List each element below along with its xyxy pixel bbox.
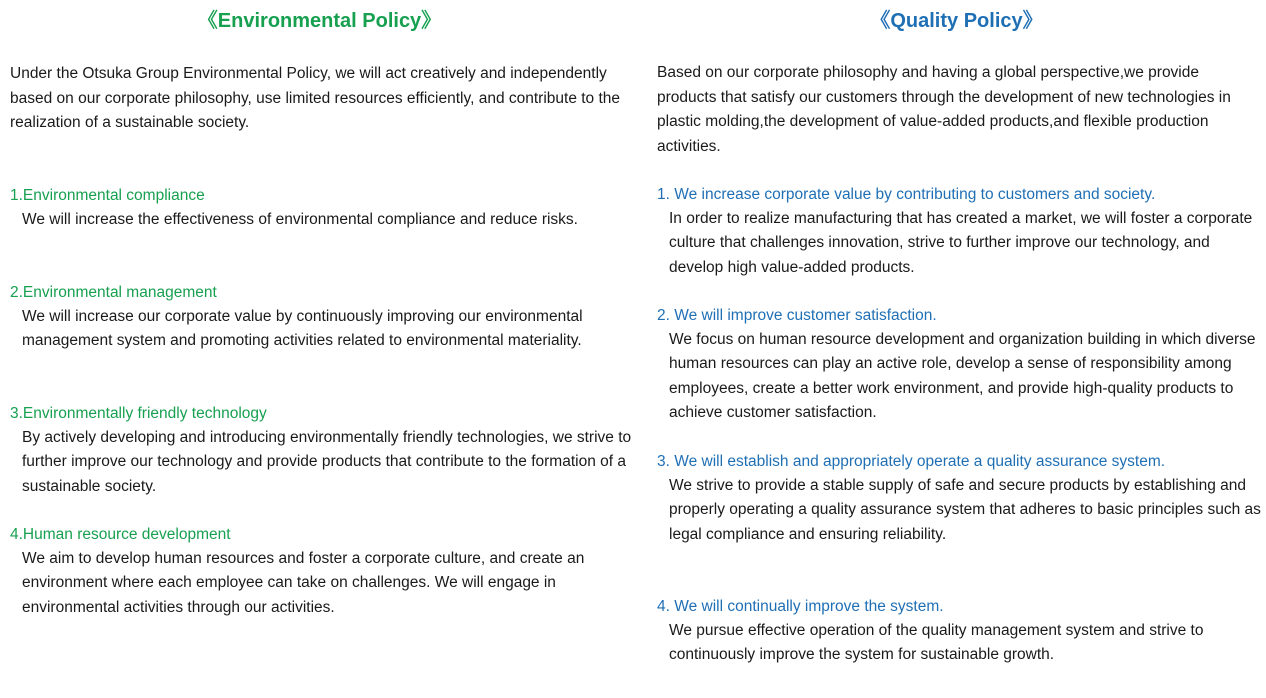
quality-item-body: We pursue effective operation of the quality management system and strive to continuously improve the system for sustainable growth. (669, 622, 1204, 664)
environmental-policy-intro: Under the Otsuka Group Environmental Policy, we will act creatively and independently based on our corporate philosophy, use limited resources efficiently, and contribute to the realization of a sustainable society. (10, 65, 621, 131)
quality-policy-intro: Based on our corporate philosophy and having a global perspective,we provide products that satisfy our customers through the development of new technologies in plastic molding,the development of value-added products,and flexible production activities. (657, 64, 1231, 155)
quality-item-heading: 4. We will continually improve the system. (657, 598, 944, 615)
environmental-item-body: We aim to develop human resources and foster a corporate culture, and create an environment where each employee can take on challenges. We will engage in environmental activities through our activities. (22, 550, 585, 616)
environmental-item-body: We will increase the effectiveness of environmental compliance and reduce risks. (22, 211, 578, 228)
quality-item-heading: 1. We increase corporate value by contributing to customers and society. (657, 186, 1156, 203)
quality-item-body: In order to realize manufacturing that has created a market, we will foster a corporate culture that challenges innovation, strive to further improve our technology, and develop high value-added products. (669, 210, 1253, 276)
environmental-item-2 (10, 281, 635, 354)
quality-policy-column (657, 0, 1262, 664)
environmental-item-1 (10, 184, 635, 232)
environmental-item-4 (10, 523, 635, 620)
environmental-item-body: By actively developing and introducing environmentally friendly technologies, we strive to further improve our technology and provide products that contribute to the formation of a sustainable society. (22, 429, 632, 495)
environmental-item-heading: 2.Environmental management (10, 284, 217, 301)
quality-item-heading: 2. We will improve customer satisfaction. (657, 307, 937, 324)
quality-item-heading: 3. We will establish and appropriately operate a quality assurance system. (657, 453, 1166, 470)
quality-item-2 (657, 304, 1262, 425)
environmental-item-body: We will increase our corporate value by continuously improving our environmental management system and promoting activities related to environmental materiality. (22, 308, 583, 350)
quality-item-1 (657, 183, 1262, 280)
environmental-policy-title: 《Environmental Policy》 (197, 10, 442, 32)
quality-item-body: We strive to provide a stable supply of safe and secure products by establishing and properly operating a quality assurance system that adheres to basic principles such as legal compliance and ensuring reliability. (669, 477, 1261, 543)
environmental-policy-column (10, 0, 635, 616)
environmental-item-heading: 4.Human resource development (10, 526, 231, 543)
quality-policy-title: 《Quality Policy》 (870, 10, 1043, 32)
environmental-item-3 (10, 402, 635, 499)
environmental-item-heading: 1.Environmental compliance (10, 187, 205, 204)
quality-item-3 (657, 450, 1262, 547)
quality-item-4 (657, 595, 1262, 668)
environmental-item-heading: 3.Environmentally friendly technology (10, 405, 267, 422)
quality-item-body: We focus on human resource development and organization building in which diverse human resources can play an active role, develop a sense of responsibility among employees, create a better work environment, and provide high-quality products to achieve customer satisfaction. (669, 331, 1256, 421)
